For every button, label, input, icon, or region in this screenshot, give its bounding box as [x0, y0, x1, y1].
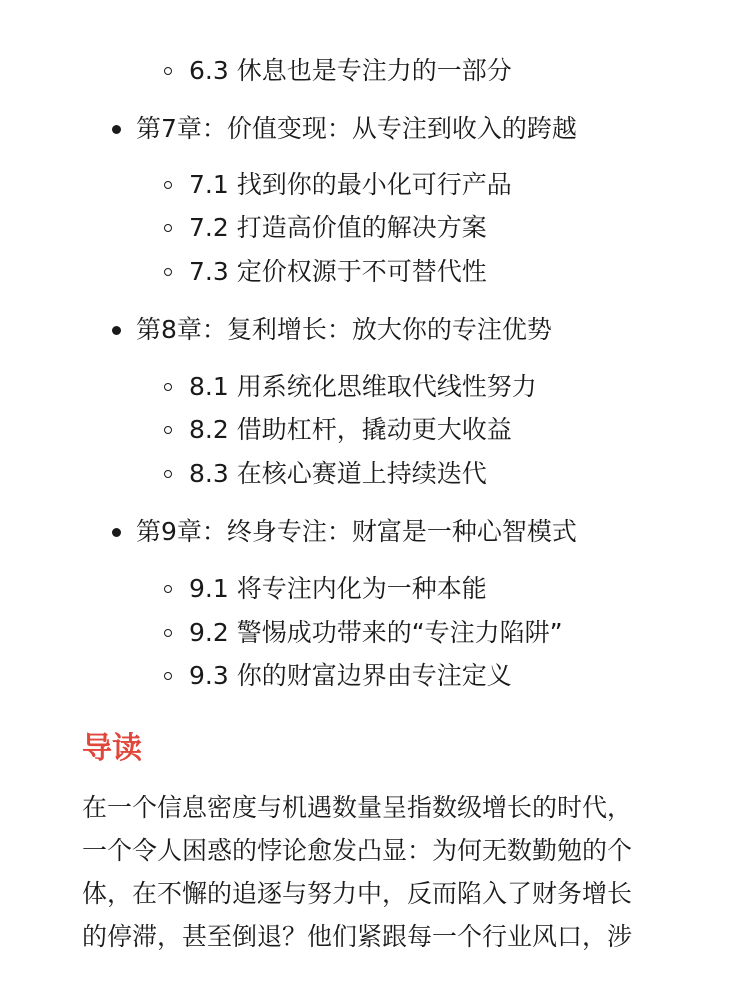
section-heading: 导读	[82, 731, 142, 766]
circle-bullet-icon	[164, 67, 172, 75]
toc-section-8-3	[164, 457, 487, 491]
toc-section-7-2	[164, 211, 487, 245]
circle-bullet-icon	[164, 672, 172, 680]
toc-chapter-label: 第7章：价值变现：从专注到收入的跨越	[136, 114, 577, 143]
toc-section-8-2	[164, 413, 512, 447]
disc-bullet-icon	[112, 125, 121, 134]
toc-section-8-1	[164, 370, 537, 404]
paragraph-line: 的停滞，甚至倒退？他们紧跟每一个行业风口，涉	[82, 922, 633, 951]
toc-chapter-7	[112, 112, 577, 146]
paragraph-line: 在一个信息密度与机遇数量呈指数级增长的时代，	[82, 793, 633, 822]
toc-section-label: 6.3 休息也是专注力的一部分	[189, 56, 512, 85]
toc-section-label: 9.1 将专注内化为一种本能	[189, 574, 487, 603]
toc-section-label: 8.2 借助杠杆，撬动更大收益	[189, 415, 512, 444]
toc-section-label: 9.3 你的财富边界由专注定义	[189, 661, 512, 690]
toc-section-9-3	[164, 659, 512, 693]
circle-bullet-icon	[164, 470, 172, 478]
toc-section-label: 7.1 找到你的最小化可行产品	[189, 170, 512, 199]
toc-section-label: 7.2 打造高价值的解决方案	[189, 213, 487, 242]
circle-bullet-icon	[164, 629, 172, 637]
circle-bullet-icon	[164, 224, 172, 232]
toc-section-label: 7.3 定价权源于不可替代性	[189, 257, 487, 286]
paragraph-line: 一个令人困惑的悖论愈发凸显：为何无数勤勉的个	[82, 836, 633, 865]
paragraph-line: 体，在不懈的追逐与努力中，反而陷入了财务增长	[82, 879, 633, 908]
toc-section-6-3	[164, 54, 512, 88]
toc-section-label: 8.3 在核心赛道上持续迭代	[189, 459, 487, 488]
disc-bullet-icon	[112, 326, 121, 335]
disc-bullet-icon	[112, 528, 121, 537]
circle-bullet-icon	[164, 585, 172, 593]
circle-bullet-icon	[164, 268, 172, 276]
toc-section-label: 9.2 警惕成功带来的“专注力陷阱”	[189, 618, 563, 647]
toc-chapter-8	[112, 313, 552, 347]
toc-section-9-2	[164, 616, 563, 650]
toc-chapter-9	[112, 515, 577, 549]
toc-chapter-label: 第8章：复利增长：放大你的专注优势	[136, 315, 552, 344]
circle-bullet-icon	[164, 383, 172, 391]
toc-section-7-1	[164, 168, 512, 202]
toc-section-label: 8.1 用系统化思维取代线性努力	[189, 372, 537, 401]
toc-section-7-3	[164, 255, 487, 289]
circle-bullet-icon	[164, 426, 172, 434]
toc-section-9-1	[164, 572, 487, 606]
circle-bullet-icon	[164, 181, 172, 189]
toc-chapter-label: 第9章：终身专注：财富是一种心智模式	[136, 517, 577, 546]
